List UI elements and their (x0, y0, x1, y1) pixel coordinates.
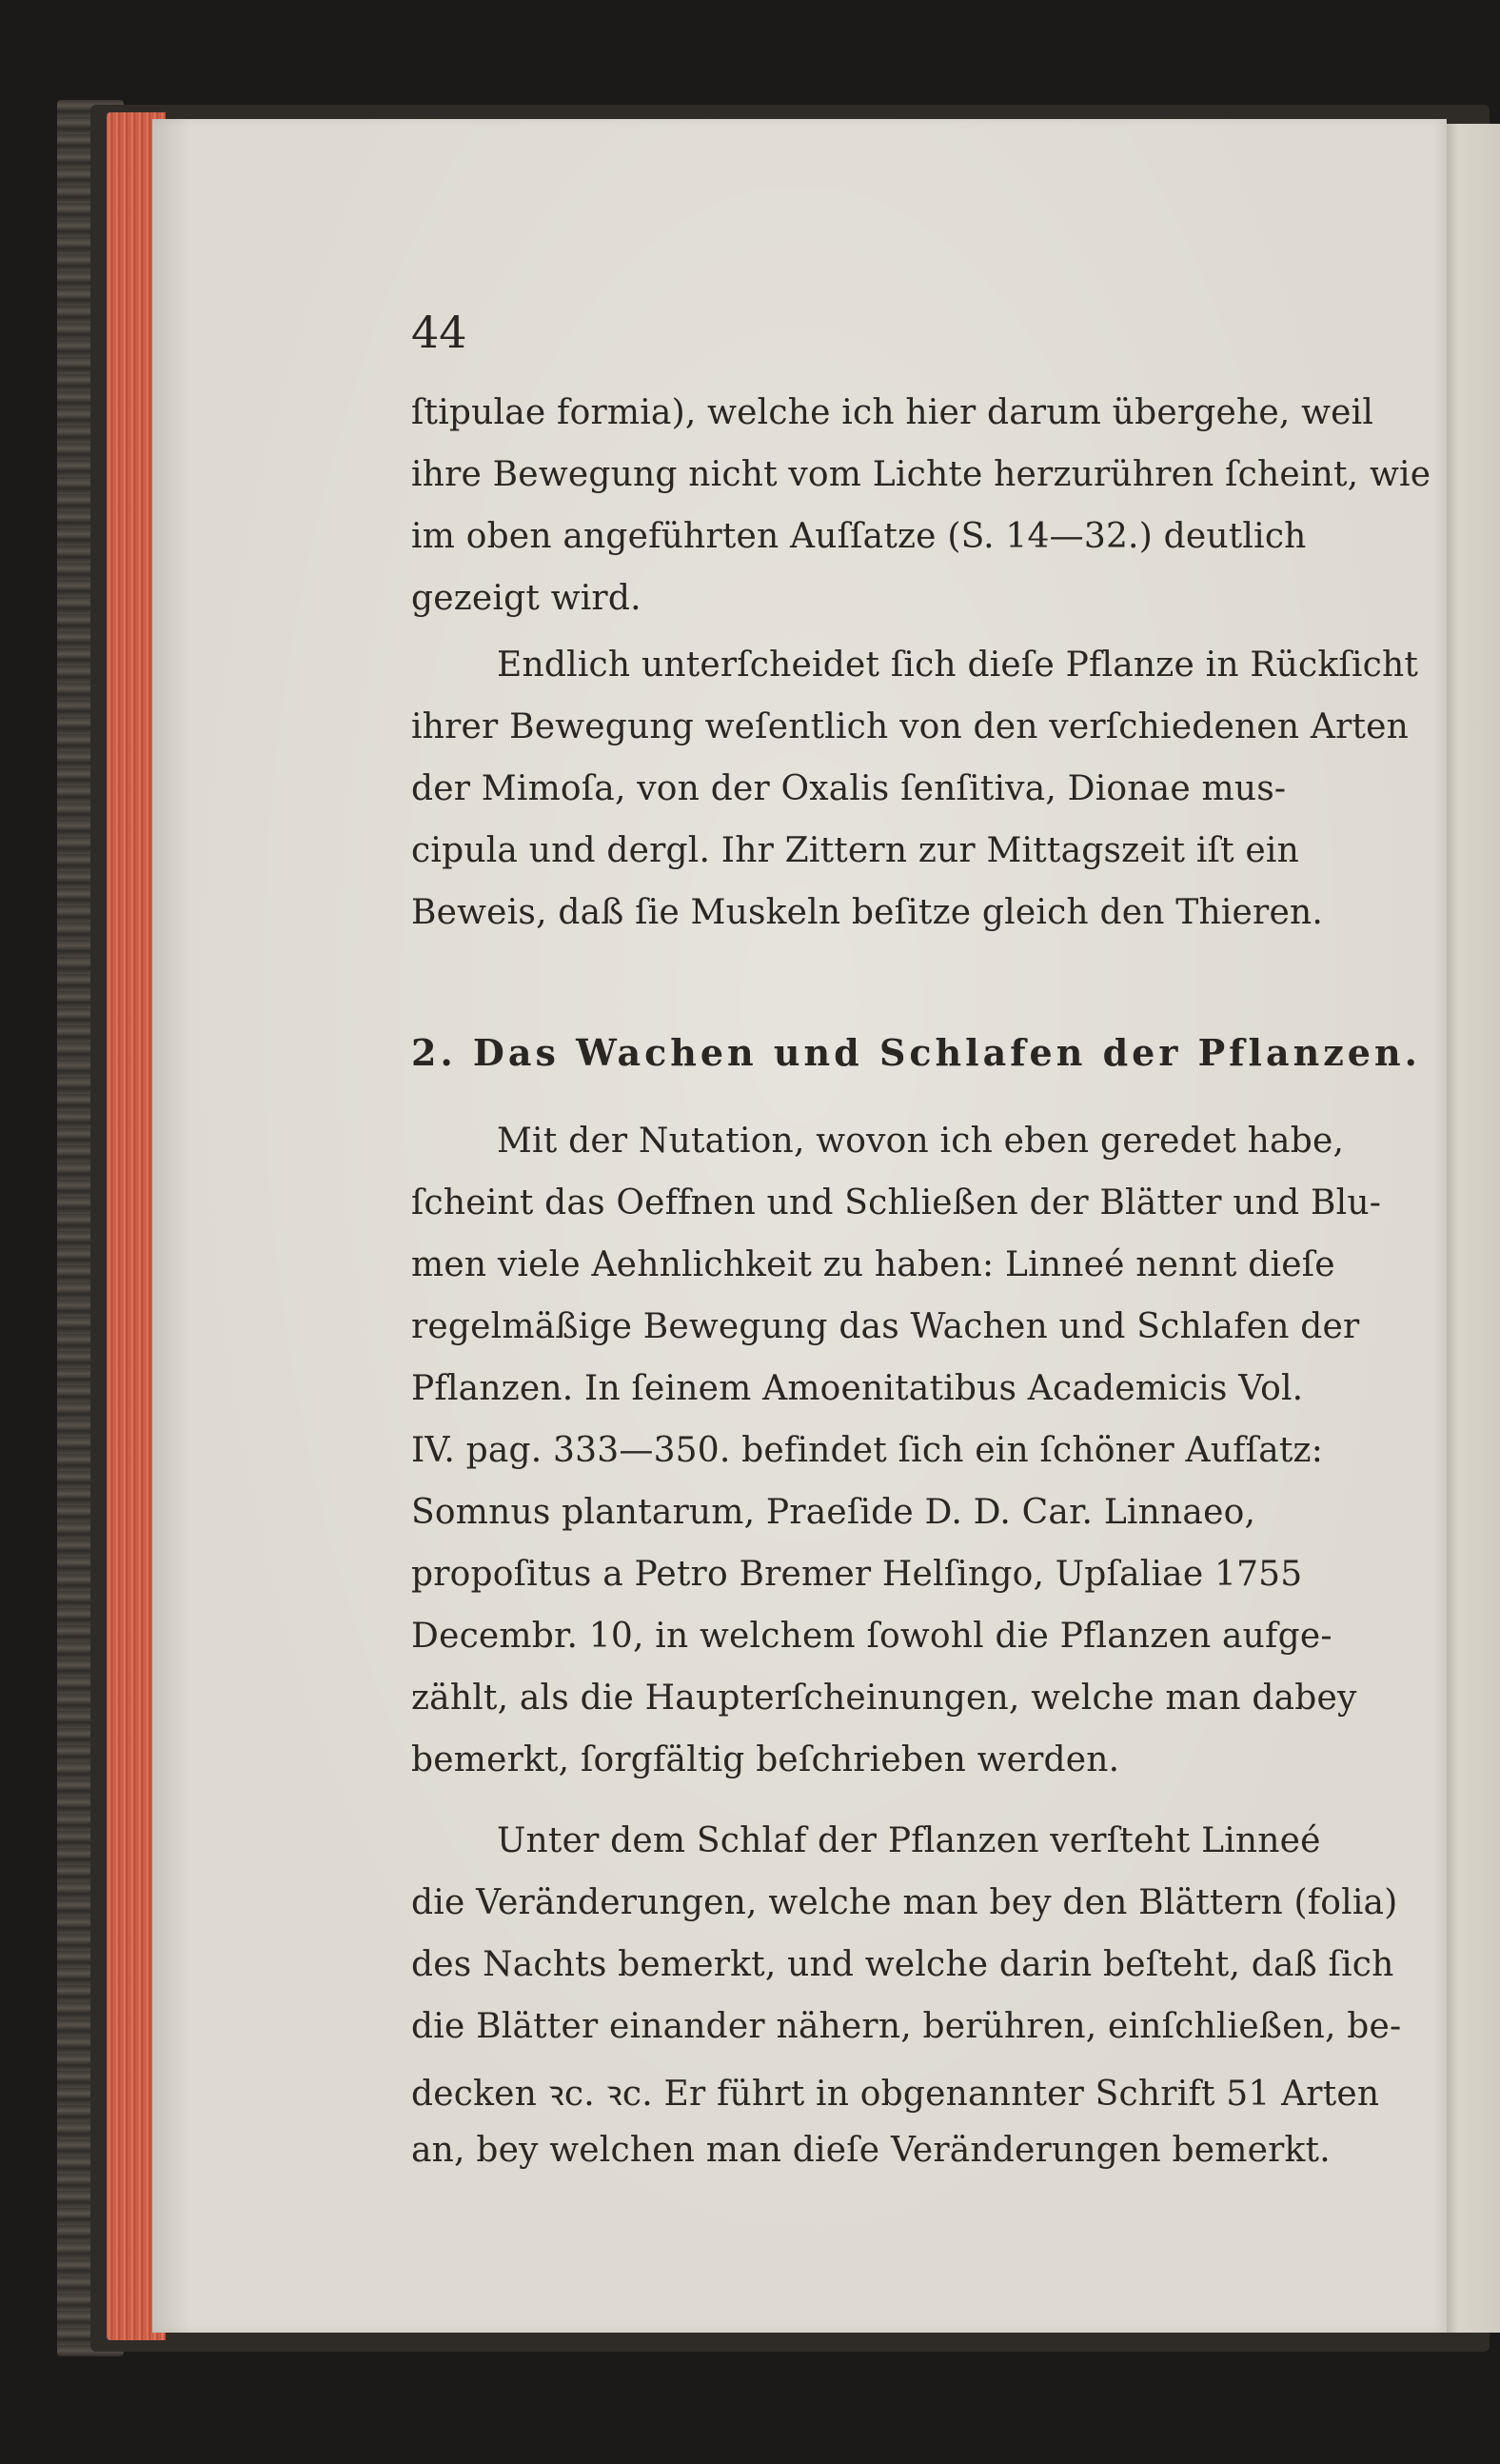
text-line: men viele Aehnlichkeit zu haben: Linneé nennt dieſe (411, 1245, 1335, 1284)
text-line: des Nachts bemerkt, und welche darin beſteht, daß ſich (411, 1945, 1394, 1984)
section-heading: 2. Das Wachen und Schlafen der Pflanzen. (411, 1031, 1421, 1074)
text-line: propoſitus a Petro Bremer Helſingo, Upſaliae 1755 (411, 1555, 1303, 1594)
text-line: bemerkt, ſorgfältig beſchrieben werden. (411, 1740, 1120, 1779)
facing-page (1439, 124, 1500, 2333)
text-line: Somnus plantarum, Praeſide D. D. Car. Linnaeo, (411, 1493, 1256, 1532)
text-line: die Blätter einander nähern, berühren, einſchließen, be- (411, 2007, 1402, 2046)
text-line: die Veränderungen, welche man bey den Blättern (folia) (411, 1883, 1398, 1922)
text-line: Endlich unterſcheidet ſich dieſe Pflanze in Rückſicht (497, 646, 1419, 685)
text-line: der Mimoſa, von der Oxalis ſenſitiva, Dionae mus- (411, 769, 1287, 808)
text-line: an, bey welchen man dieſe Veränderungen bemerkt. (411, 2131, 1331, 2170)
text-line: ihrer Bewegung weſentlich von den verſchiedenen Arten (411, 707, 1410, 746)
text-line: Unter dem Schlaf der Pflanzen verſteht Linneé (497, 1821, 1321, 1860)
text-line: cipula und dergl. Ihr Zittern zur Mittagszeit iſt ein (411, 831, 1299, 870)
text-line: Decembr. 10, in welchem ſowohl die Pflanzen aufge- (411, 1617, 1332, 1656)
text-line: Mit der Nutation, wovon ich eben geredet habe, (497, 1122, 1345, 1161)
text-line: ihre Bewegung nicht vom Lichte herzurühren ſcheint, wie (411, 455, 1431, 494)
text-line: regelmäßige Bewegung das Wachen und Schlafen der (411, 1307, 1360, 1346)
text-line: Beweis, daß ſie Muskeln beſitze gleich den Thieren. (411, 893, 1323, 932)
text-line: ſtipulae formia), welche ich hier darum übergehe, weil (411, 393, 1374, 432)
text-line: decken ꝛc. ꝛc. Er führt in obgenannter Schrift 51 Arten (411, 2075, 1380, 2114)
page-number: 44 (411, 307, 467, 358)
text-line: IV. pag. 333—350. befindet ſich ein ſchöner Aufſatz: (411, 1431, 1324, 1470)
text-line: zählt, als die Haupterſcheinungen, welche man dabey (411, 1679, 1357, 1718)
text-line: im oben angeführten Auſſatze (S. 14—32.) deutlich (411, 517, 1307, 556)
text-line: gezeigt wird. (411, 579, 641, 618)
text-line: Pflanzen. In ſeinem Amoenitatibus Academicis Vol. (411, 1369, 1304, 1408)
text-line: ſcheint das Oeffnen und Schließen der Blätter und Blu- (411, 1183, 1382, 1222)
book-page (152, 119, 1447, 2333)
